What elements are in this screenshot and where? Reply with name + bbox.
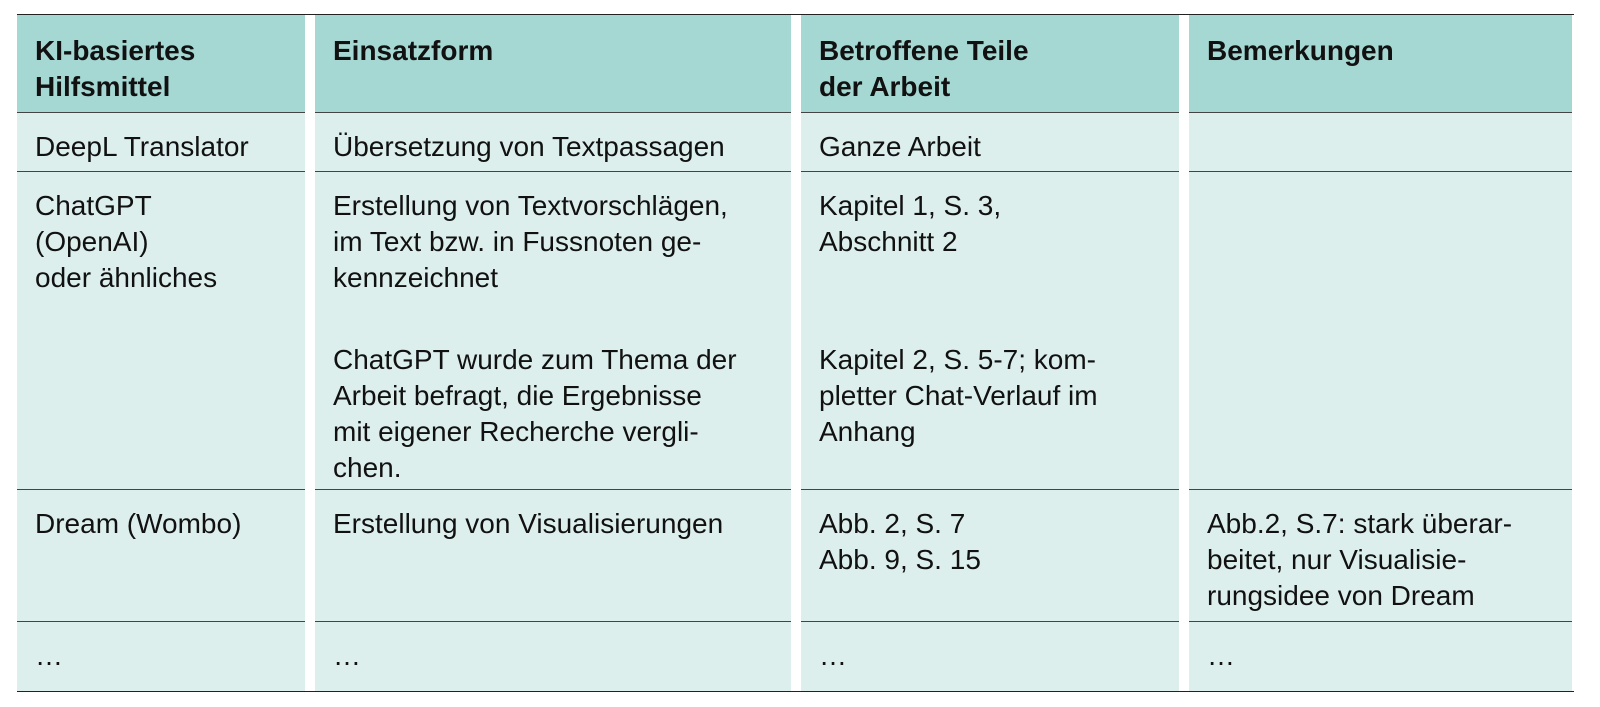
header-remarks-line: Bemerkungen	[1207, 35, 1394, 66]
row-more-usage	[315, 622, 791, 691]
cell-line: Übersetzung von Textpassagen	[333, 131, 725, 162]
cell-line: pletter Chat-Verlauf im	[819, 380, 1098, 411]
cell-line: …	[819, 640, 847, 671]
header-tool	[17, 15, 305, 113]
cell-line: beitet, nur Visualisie-	[1207, 544, 1467, 575]
cell-line: (OpenAI)	[35, 226, 149, 257]
cell-line: rungsidee von Dream	[1207, 580, 1475, 611]
cell-line: DeepL Translator	[35, 131, 249, 162]
row-dream-usage	[315, 490, 791, 622]
cell-line	[819, 260, 1179, 296]
row-deepl-remarks	[1189, 113, 1572, 172]
header-tool-line: Hilfsmittel	[35, 71, 171, 102]
header-tool-line: KI-basiertes	[35, 35, 196, 66]
cell-line: …	[35, 640, 63, 671]
cell-line: ChatGPT wurde zum Thema der	[333, 344, 737, 375]
row-dream-parts	[801, 490, 1179, 622]
cell-line: kennzeichnet	[333, 262, 499, 293]
row-more-tool	[17, 622, 305, 691]
paragraph-gap	[333, 296, 791, 342]
cell-line: Abb. 9, S. 15	[819, 544, 981, 575]
cell-line: im Text bzw. in Fussnoten ge-	[333, 226, 702, 257]
cell-line: Ganze Arbeit	[819, 131, 981, 162]
cell-line: …	[1207, 640, 1235, 671]
cell-line: …	[333, 640, 361, 671]
cell-line: oder ähnliches	[35, 262, 218, 293]
cell-line: Kapitel 2, S. 5-7; kom-	[819, 344, 1097, 375]
cell-line: mit eigener Recherche vergli-	[333, 416, 699, 447]
row-chatgpt-usage	[315, 172, 791, 490]
header-parts	[801, 15, 1179, 113]
row-chatgpt-parts	[801, 172, 1179, 490]
header-parts-line: Betroffene Teile	[819, 35, 1029, 66]
ai-tools-table	[17, 14, 1574, 692]
paragraph-gap	[819, 296, 1179, 342]
cell-line: Abschnitt 2	[819, 226, 958, 257]
cell-line: Abb. 2, S. 7	[819, 508, 966, 539]
cell-line: Dream (Wombo)	[35, 508, 242, 539]
cell-line: Erstellung von Visualisierungen	[333, 508, 724, 539]
row-chatgpt-tool	[17, 172, 305, 490]
row-dream-remarks	[1189, 490, 1572, 622]
cell-line: Erstellung von Textvorschlägen,	[333, 190, 728, 221]
header-remarks	[1189, 15, 1572, 113]
row-chatgpt-remarks	[1189, 172, 1572, 490]
row-dream-tool	[17, 490, 305, 622]
cell-line: Anhang	[819, 416, 916, 447]
row-deepl-parts	[801, 113, 1179, 172]
cell-line: chen.	[333, 452, 402, 483]
header-usage-line: Einsatzform	[333, 35, 494, 66]
header-parts-line: der Arbeit	[819, 71, 951, 102]
cell-line: Kapitel 1, S. 3,	[819, 190, 1002, 221]
row-more-remarks	[1189, 622, 1572, 691]
cell-line: ChatGPT	[35, 190, 152, 221]
cell-line: Abb.2, S.7: stark überar-	[1207, 508, 1513, 539]
row-deepl-usage	[315, 113, 791, 172]
row-more-parts	[801, 622, 1179, 691]
row-deepl-tool	[17, 113, 305, 172]
header-usage	[315, 15, 791, 113]
cell-line: Arbeit befragt, die Ergebnisse	[333, 380, 702, 411]
